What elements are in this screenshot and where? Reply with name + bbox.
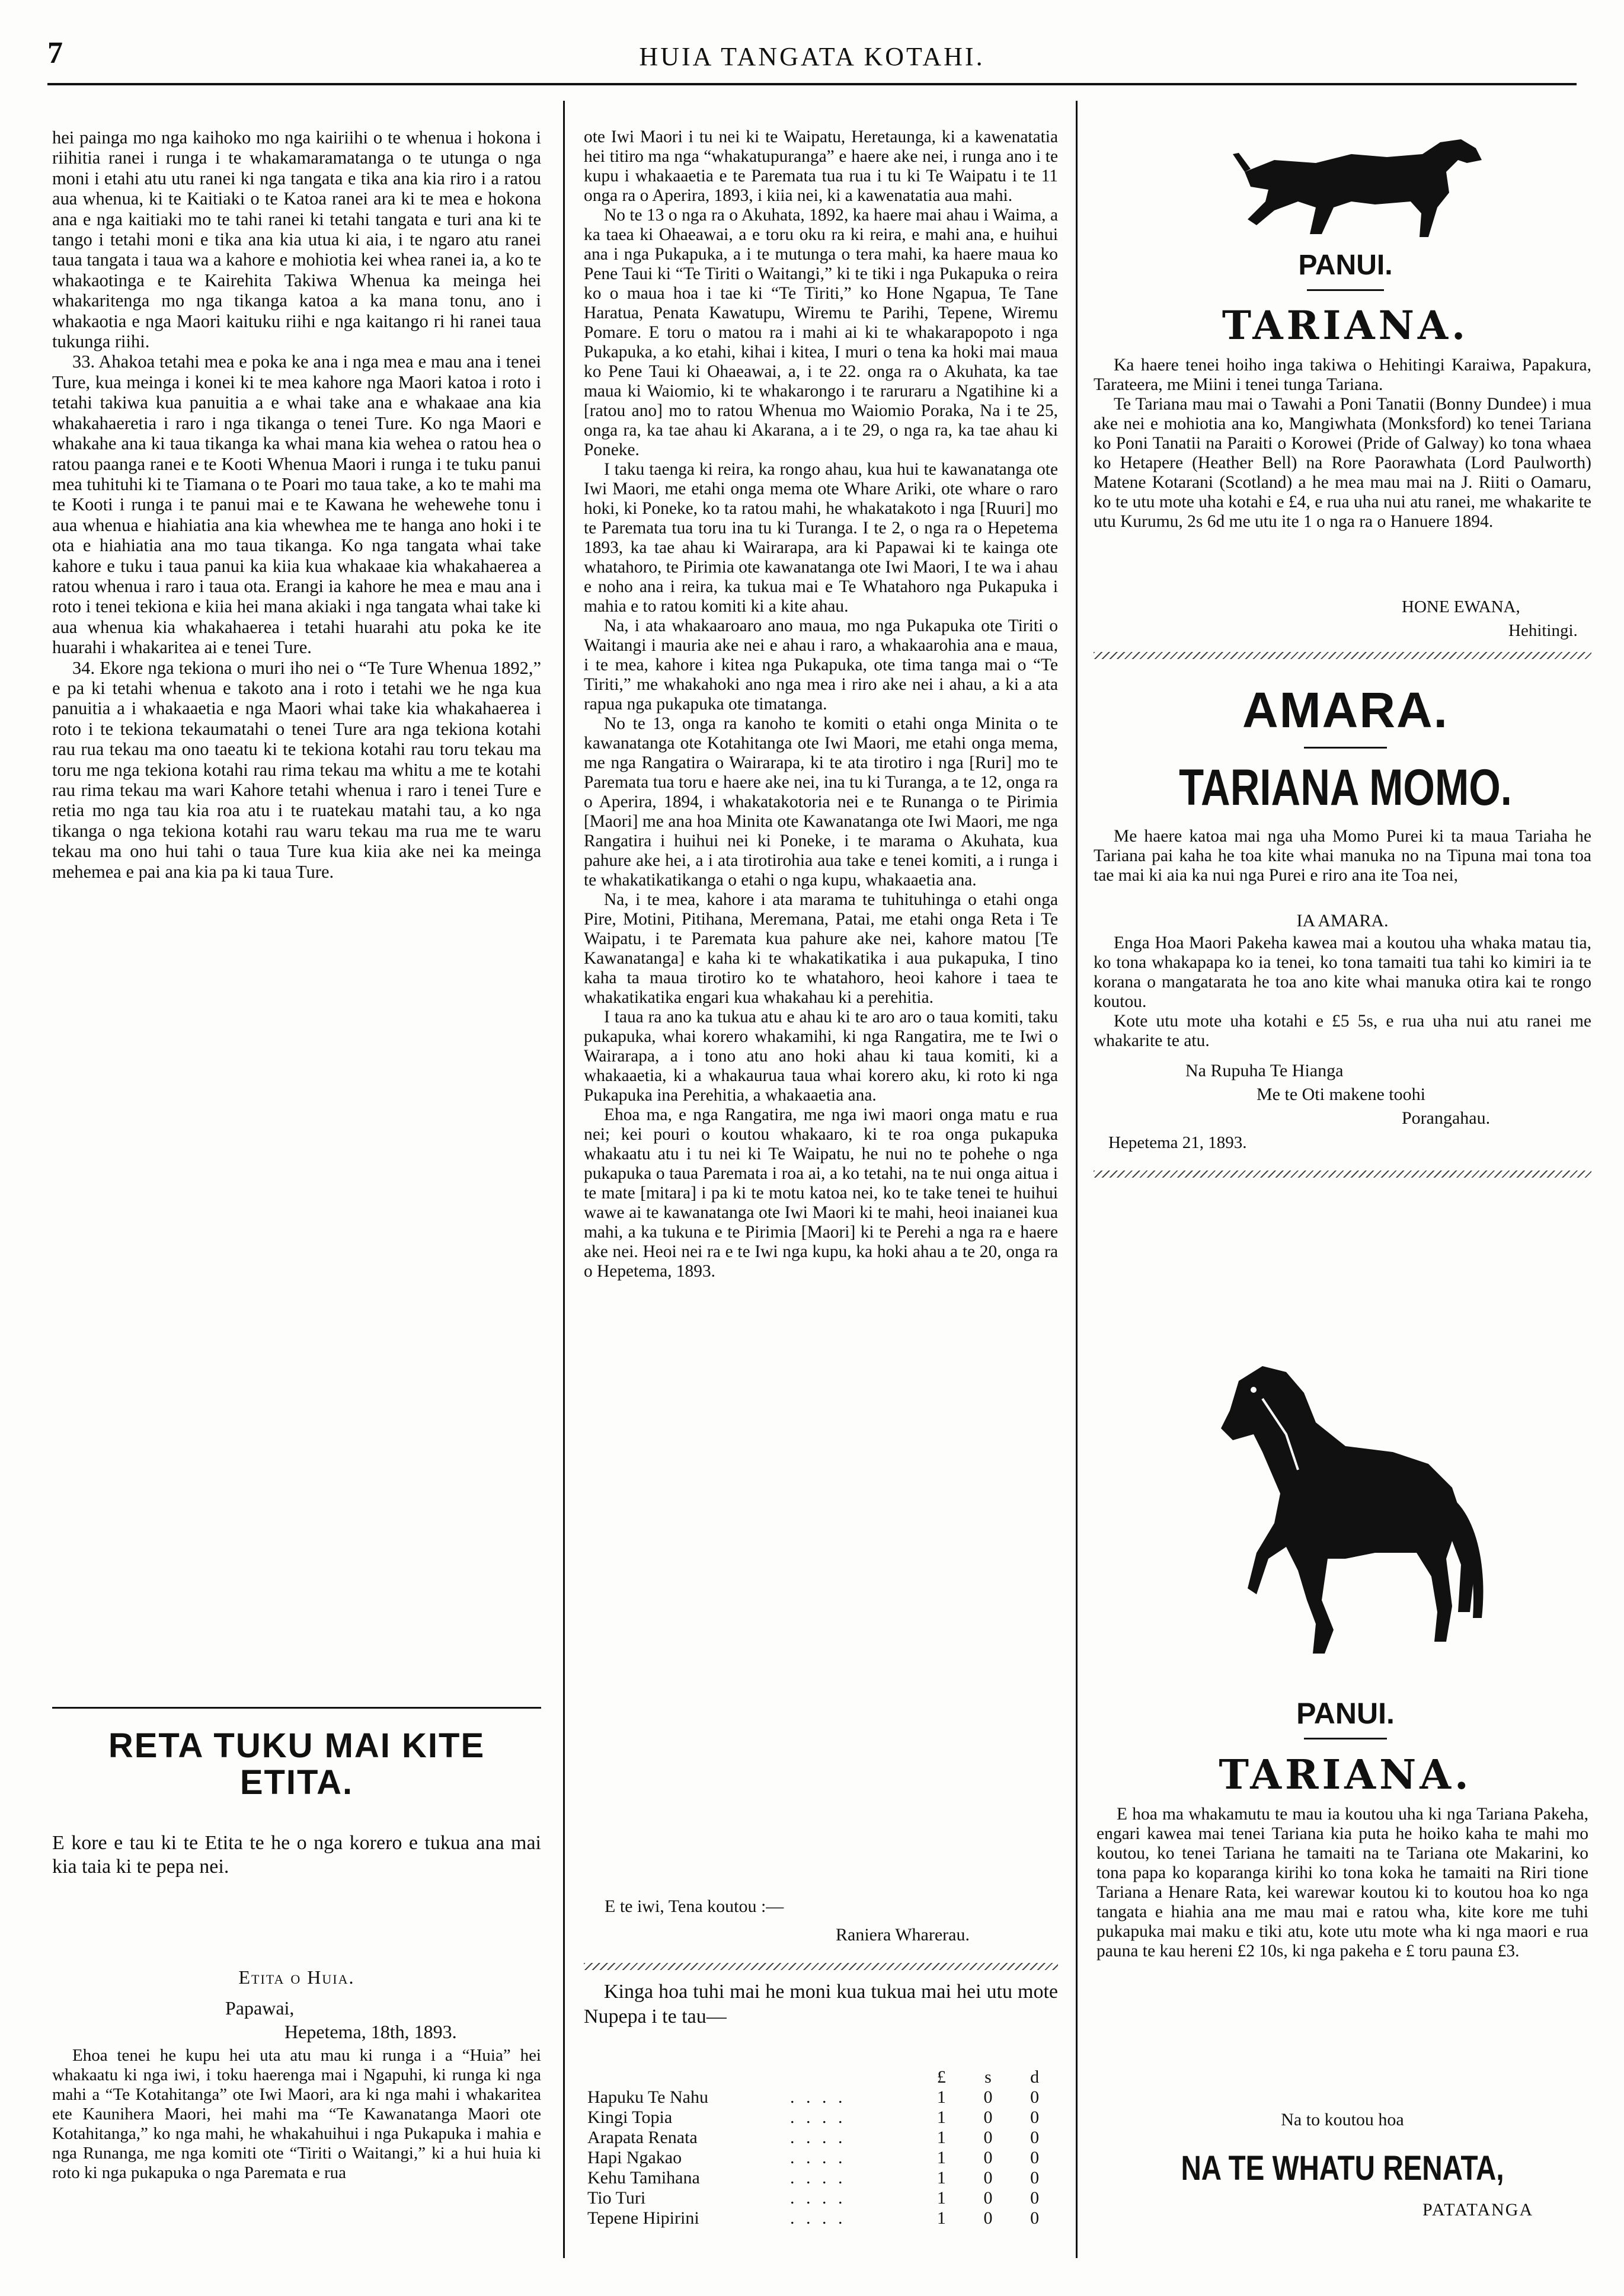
newspaper-title: HUIA TANGATA KOTAHI.	[639, 42, 985, 71]
donor-shillings: 0	[983, 2087, 993, 2107]
donor-shillings: 0	[983, 2108, 993, 2127]
ad1-rule	[1307, 289, 1384, 291]
letter-body	[52, 2046, 541, 2183]
editor-disclaimer: E kore e tau ki te Etita te he o nga korero e tukua ana mai kia taia ki te pepa nei.	[52, 1832, 541, 1878]
donor-pence: 0	[1030, 2148, 1040, 2167]
ad3-place: PATATANGA	[1422, 2200, 1534, 2220]
horse-illustration-icon	[1233, 136, 1494, 243]
letter-continued: ote Iwi Maori i tu nei ki te Waipatu, Heretaunga, ki a kawenatatia hei titiro ma nga “whakatupuranga” e haere ake nei, i runga ano i te kupu i whakaaetia e te Paremata tua rua i tu ki Te Waipatu i te 11 onga ra o Aperira, 1893, i kiia nei, ki a kawenatatia aua mahi.	[584, 127, 1058, 205]
page-header	[47, 36, 1577, 89]
table-row	[584, 2188, 1058, 2208]
table-row	[584, 2087, 1058, 2108]
ad3-closing: Na to koutou hoa	[1281, 2110, 1404, 2129]
letter-paragraph: Na, i te mea, kahore i ata marama te tuhituhinga o etahi onga Pire, Motini, Pitihana, Meremana, Patai, me etahi onga Reta i Te Waipatu, i te Paremata kua pahure ake nei, kahore matou [Te Kawanatanga] e kaha ki te whakatikatika i aua pukapuka, I tino kaha ta maua tirotiro ko te whatahoro, heoi kahore i taea te whakatikatika engari kua whakahau ki a perehitia.	[584, 890, 1058, 1007]
column-1-rule	[52, 1707, 541, 1709]
donor-pence: 0	[1030, 2188, 1040, 2208]
donor-pounds: 1	[936, 2188, 946, 2208]
page-number: 7	[47, 36, 63, 70]
ad2-subheading: TARIANA MOMO.	[1179, 759, 1512, 816]
donor-name: Tepene Hipirini	[587, 2208, 699, 2228]
paragraph-continued: hei painga mo nga kaihoko mo nga kairiihi o te whenua i hokona i riihitia ranei i runga i te whakamaramatanga o te utunga o nga moni i etahi atu utu ranei ki nga tangata e tika ana kia riro i a ratou aua whenua, ki te Kaitiaki o te Katoa ranei ara ki te mea e hokona ana e nga kaitiaki mo te tahi ranei ki tetahi tangata e turi ana ki te tango i tetahi moni e tika ana kia utua ki aia, i te ngaro atu ranei taua tangata i taua wa a kahore e mohiotia kei whea ranei ia, a ko te whakaotinga e te Kairehita Takiwa Whenua ka meinga hei whakaritenga mo nga tikanga katoa a ka mana tonu, ano i whakaotia e nga Maori kaituku riihi e nga kaitango ri hi ranei taua tukunga riihi.	[52, 127, 541, 352]
wavy-divider	[1094, 652, 1591, 659]
ad1-paragraph: Te Tariana mau mai o Tawahi a Poni Tanatii (Bonny Dundee) i mua ake nei e mohiotia ana ko, Mangiwhata (Monksford) ko tenei Tariana ko Poni Tanatii na Paraiti o Korowei (Pride of Galway) ko tona whaea ko Hetapere (Heather Bell) na Rore Paorawhata (Lord Paulworth) Matene Kotarani (Scotland) a he mea mau mai na J. Riiti o Oamaru, ko te utu mote uha kotahi e £4, e rua uha nui atu ranei, me whakarite te utu Kurumu, 2s 6d me utu ite 1 o nga ra o Hanuere 1894.	[1094, 395, 1591, 531]
letter-paragraph: Ehoa ma, e nga Rangatira, me nga iwi maori onga matu e rua nei; kei pouri o koutou whakaaro, ki te roa onga pukapuka whakaatu atu i tu nei ki Te Waipatu, he nui no te pohehe o nga pukapuka o taua Paremata i roa ai, a ko tetahi, na te nui onga aitua i te mate [mitara] i pa ki te motu katoa nei, ko te take tenei te huihui wawe ai te kawanatanga ote Iwi Maori ki te mahi, heoi inaianei kua mahi, a ka tukuna e te Pirimia [Maori] ki te Perehi a nga ra e haere ake nei. Heoi nei ra e te Iwi nga kupu, ka hoki ahau a te 20, onga ra o Hepetema, 1893.	[584, 1105, 1058, 1281]
horse-illustration-icon	[1197, 1363, 1494, 1671]
ad3-body	[1096, 1805, 1588, 1961]
letter-date: Hepetema, 18th, 1893.	[284, 2021, 457, 2042]
donor-pounds: 1	[936, 2168, 946, 2188]
shillings-header: s	[984, 2067, 992, 2087]
ad1-subheading: TARIANA.	[1222, 302, 1469, 348]
column-separator-2	[1076, 101, 1078, 2258]
donor-pounds: 1	[936, 2128, 946, 2147]
table-header-row	[584, 2067, 1058, 2087]
donor-name: Kehu Tamihana	[587, 2168, 700, 2188]
donor-name: Arapata Renata	[587, 2128, 698, 2147]
letters-heading: RETA TUKU MAI KITE ETITA.	[108, 1726, 485, 1802]
table-row	[584, 2108, 1058, 2128]
column-separator-1	[563, 101, 565, 2258]
leader-dots: . . . .	[790, 2188, 846, 2208]
donor-shillings: 0	[983, 2188, 993, 2208]
ad2-date: Hepetema 21, 1893.	[1108, 1133, 1247, 1152]
table-row	[584, 2168, 1058, 2188]
ad3-paragraph: E hoa ma whakamutu te mau ia koutou uha ki nga Tariana Pakeha, engari kawea mai tenei Tariana kia puta he hoiko kaha te mahi mo koutou, ko tenei Tariana he tamaiti na te Tariana ote Makarini, ko tona papa ko koparanga kirihi ko tona koka he tamaiti na Riri tione Tariana a Henare Rata, kei warewar koutou ki to koutou hoa ko nga tangata e hiahia ana me mau mai e ratou wha, kite kore me tuhi pukapuka mai maku e tiki atu, kote utu mote wha ki nga maori e rua pauna te kau hereni £2 10s, ki nga pakeha e £ toru pauna £3.	[1096, 1805, 1588, 1961]
donations-intro-text: Kinga hoa tuhi mai he moni kua tukua mai hei utu mote Nupepa i te tau—	[584, 1981, 1058, 2028]
table-row	[584, 2208, 1058, 2228]
ad2-paragraph: Enga Hoa Maori Pakeha kawea mai a koutou uha whaka matau tia, ko tona whakapapa ko ia tenei, ko tona tamaiti tua tahi ko kimiri ia te korana o mangatarata he toa ano kite whai manuka otira kai te rongo koutou.	[1094, 933, 1591, 1011]
leader-dots: . . . .	[790, 2108, 846, 2127]
letter-paragraph: I taku taenga ki reira, ka rongo ahau, kua hui te kawanatanga ote Iwi Maori, me etahi onga mema ote Whare Ariki, ote whare o raro hoki, ki Poneke, ko ta ratou mahi, he whakatakoto i nga [Ruuri] mo te Paremata tua toru ina tu ki Turanga. I te 2, o nga ra o Hepetema 1893, ka tae ahau ki Wairarapa, ara ki Papawai ki te kainga ote whatahoro, te Pirimia ote kawanatanga ote Iwi Maori, I te wa i ahau e noho ana i reira, ka tukua mai e Te Whatahoro nga Pukapuka i mahia e to ratou komiti ki a kite ahau.	[584, 460, 1058, 616]
ad1-place: Hehitingi.	[1508, 621, 1578, 640]
letter-paragraph: Ehoa tenei he kupu hei uta atu mau ki runga i a “Huia” hei whakaatu ki nga iwi, i toku haerenga mai i Ngapuhi, ki runga ki nga mahi a “Te Kotahitanga” ote Iwi Maori, ara ki nga mahi i whakaritea ete Kaunihera Maori, hei mahi ma “Te Kawanatanga Maori ote Kotahitanga,” ko nga mahi, he whakahuihui i nga Pukapuka i mahia e nga Runanga, me nga komiti ote “Tiriti o Waitangi,” ki a hui huia ki roto ki nga pukapuka o nga Paremata e rua	[52, 2046, 541, 2182]
donor-shillings: 0	[983, 2128, 993, 2147]
ad1-body	[1094, 356, 1591, 532]
ad2-heading: AMARA.	[1242, 682, 1449, 738]
letter-paragraph: No te 13 o nga ra o Akuhata, 1892, ka haere mai ahau i Waima, a ka taea ki Ohaeawai, a e toru oku ra ki reira, e mahi ana, e huihui ana i nga Pukapuka, a i te mutunga o tera mahi, ka haere maua ko Pene Taui ki “Te Tiriti o Waitangi,” ki te tiki i nga Pukapuka o reira ko o maua hoa i tae ki “Te Tiriti,” ko Hone Ngapua, Te Tane Haratua, Penata Kawatupu, Wiremu te Parihi, Tepene, Wiremu Pomare. E toru o matou ra i mahi ai ki te whakarapopoto i nga Pukapuka, a ko etahi, kihai i kitea, I muri o tena ka hoki mai maua ko Pene Taui ki Ohaeawai, a, i te 22. onga ra o Akuhata, ka tae maua ki Waiomio, ki te whakarongo i te raruraru a Ngatihine ki a [ratou ano] mo to ratou Whenua mo Waiomio Poraka, Na i te 25, onga ra, ka tae ahau ki Akarana, a i te 29, o nga ra, ka tae ahau ki Poneke.	[584, 206, 1058, 459]
ad3-name: NA TE WHATU RENATA,	[1181, 2149, 1504, 2188]
donor-name: Tio Turi	[587, 2188, 646, 2208]
letter-paragraph: Na, i ata whakaaroaro ano maua, mo nga Pukapuka ote Tiriti o Waitangi i mauria ake nei e ahau i raro, a whakaarohia ana e maua, i te mea, kahore i kitea nga Pukapuka, ote tima tanga mai o “Te Tiriti,” me whakahoki ano nga mea i riro ake nei i ahau, a ki a ata rapua nga pukapuka ote timatanga.	[584, 616, 1058, 714]
column-1	[52, 127, 541, 882]
paragraph-section-33: 33. Ahakoa tetahi mea e poka ke ana i nga mea e mau ana i tenei Ture, kua meinga i konei ki te mea kahore nga Maori katoa i roto i tetahi takiwa kua panuitia a e whai take ana e whakaae ana kia whakahaeretia i raro i nga tikanga o tenei Ture. Ko nga Maori e whakahe ana ki taua tikanga ka whai mana kia wehea o ratou hea o ratou paanga ranei e te Kooti Whenua Maori i runga i te tuku panui mea tuhituhi ki te Tiamana o te Poari mo taua take, a ko te mahi ma te Kooti i runga i te panui mai e te Kawana he wehewehe tonu i aua whenua e hiahiatia ana kia whewhea me te hanga ano hoki i te ota e hiahiatia ana mo taua tikanga. Ko nga tangata whai take kahore e tuku i taua panui ka kiia kua whakaae kia whakahaerea a ratou whenua i raro i taua ota. Erangi ia kahore he mea e mau ana i roto i tenei tekiona e kiia hei mana akiaki i nga tangata whai take ki aua whenua kia whakahaerea i tetahi huarahi atu poka ke ite huarahi i whakaritea ai e tenei Ture.	[52, 351, 542, 658]
donor-shillings: 0	[983, 2168, 993, 2188]
ad3-heading: PANUI.	[1296, 1697, 1395, 1730]
table-row	[584, 2128, 1058, 2148]
ad2-signature-2: Me te Oti makene toohi	[1257, 1085, 1425, 1104]
header-rule	[47, 83, 1577, 85]
leader-dots: . . . .	[790, 2087, 846, 2107]
donor-pounds: 1	[936, 2108, 946, 2127]
donor-name: Hapi Ngakao	[587, 2148, 682, 2167]
column-2	[584, 127, 1058, 1281]
letter-paragraph: No te 13, onga ra kanoho te komiti o etahi onga Minita o te kawanatanga ote Kotahitanga ote Iwi Maori, me etahi onga mema, me nga Rangatira o Wairarapa, ki te ata tirotiro i nga [Ruri] mo te Paremata tua toru e haere ake nei, ina tu ki Turanga, a te 12, onga ra o Aperira, 1894, i whakatakotoria nei e te Runanga o te Pirimia [Maori] me ana hoa Minita ote Kawanatanga ote Iwi Maori, me nga Rangatira i huihui nei ki Poneke, i te marama o Akuhata, kua pahure ake hei, a i ata tirotirohia aua take e tenei komiti, a i runga i te whakatikatikanga o etahi o nga kupu, whakaaetia ana.	[584, 714, 1058, 890]
ad2-body-2	[1094, 933, 1591, 1051]
donor-name: Hapuku Te Nahu	[587, 2087, 708, 2107]
donor-pence: 0	[1030, 2168, 1040, 2188]
ad2-paragraph: Kote utu mote uha kotahi e £5 5s, e rua uha nui atu ranei me whakarite te atu.	[1094, 1012, 1591, 1050]
ad1-heading: PANUI.	[1298, 250, 1393, 281]
ad2-body	[1094, 827, 1591, 885]
donations-intro	[584, 1980, 1058, 2029]
ad3-rule	[1304, 1738, 1387, 1739]
ad2-signature-1: Na Rupuha Te Hianga	[1185, 1061, 1344, 1080]
donor-pence: 0	[1030, 2087, 1040, 2107]
table-row	[584, 2148, 1058, 2168]
donor-shillings: 0	[983, 2148, 993, 2167]
wavy-divider	[1094, 1171, 1591, 1178]
leader-dots: . . . .	[790, 2148, 846, 2167]
pence-header: d	[1030, 2067, 1040, 2087]
letters-notice	[52, 1831, 541, 1879]
donor-pounds: 1	[936, 2148, 946, 2167]
ad2-paragraph: Me haere katoa mai nga uha Momo Purei ki ta maua Tariaha he Tariana pai kaha he toa kite whai manuka no na Tipuna mai tona toa tae mai ki aia ka nui nga Purei e riro ana ite Toa nei,	[1094, 827, 1591, 885]
letter-paragraph: I taua ra ano ka tukua atu e ahau ki te aro aro o taua komiti, taku pukapuka, whai korero whakamihi, ki nga Rangatira, me te Iwi o Wairarapa, a i tono atu ano hoki ahau ki taua komiti, ki a whakaaetia, ki a whakaurua taua whai korero aku, ki roto ki nga Pukapuka ina Perehitia, a whakaaetia ana.	[584, 1008, 1058, 1105]
ad1-signature: HONE EWANA,	[1402, 597, 1520, 616]
donor-pence: 0	[1030, 2108, 1040, 2127]
letter-greeting: E te iwi, Tena koutou :—	[605, 1897, 784, 1916]
donor-pence: 0	[1030, 2208, 1040, 2228]
donor-pounds: 1	[936, 2208, 946, 2228]
donations-table	[584, 2067, 1058, 2228]
donor-shillings: 0	[983, 2208, 993, 2228]
pounds-header: £	[936, 2067, 946, 2087]
letter-salutation: Etita o Huia.	[238, 1966, 355, 1988]
ad2-name: IA AMARA.	[1296, 911, 1389, 930]
leader-dots: . . . .	[790, 2128, 846, 2147]
donor-pence: 0	[1030, 2128, 1040, 2147]
donor-name: Kingi Topia	[587, 2108, 673, 2127]
ad2-rule	[1304, 747, 1387, 749]
letter-place: Papawai,	[225, 1997, 295, 2019]
leader-dots: . . . .	[790, 2208, 846, 2228]
leader-dots: . . . .	[790, 2168, 846, 2188]
letter-signature: Raniera Wharerau.	[836, 1925, 970, 1945]
wavy-divider	[584, 1963, 1058, 1970]
paragraph-section-34: 34. Ekore nga tekiona o muri iho nei o “Te Ture Whenua 1892,” e pa ki tetahi whenua e takoto ana i roto i tetahi we he nga kua panuitia a i whakaaetia e nga Maori whai take kia whakahaerea i roto i te tekiona tekaumatahi o tenei Ture ara nga tekiona kotahi rau rua tekau ma ono taeatu ki te tekiona kotahi rau toru tekau ma toru me nga tekiona kotahi rau rima tekau ma whitu a me te kotahi rau rima tekau ma wari Kahore tetahi whenua i raro i tenei Ture e retia mo nga tau kia roa atu i te ruatekau matahi tau, a ko nga tikanga o nga tekiona kotahi rau waru tekau ma rua me te waru tekau ma ono hui tahi o taua Ture kua kiia ake nei ka meinga mehemea e pai ana kia pa ki taua Ture.	[52, 657, 541, 882]
ad3-subheading: TARIANA.	[1219, 1751, 1472, 1799]
ad2-place: Porangahau.	[1402, 1108, 1491, 1128]
ad1-paragraph: Ka haere tenei hoiho inga takiwa o Hehitingi Karaiwa, Papakura, Tarateera, me Miini i tenei tunga Tariana.	[1094, 356, 1591, 394]
donor-pounds: 1	[936, 2087, 946, 2107]
